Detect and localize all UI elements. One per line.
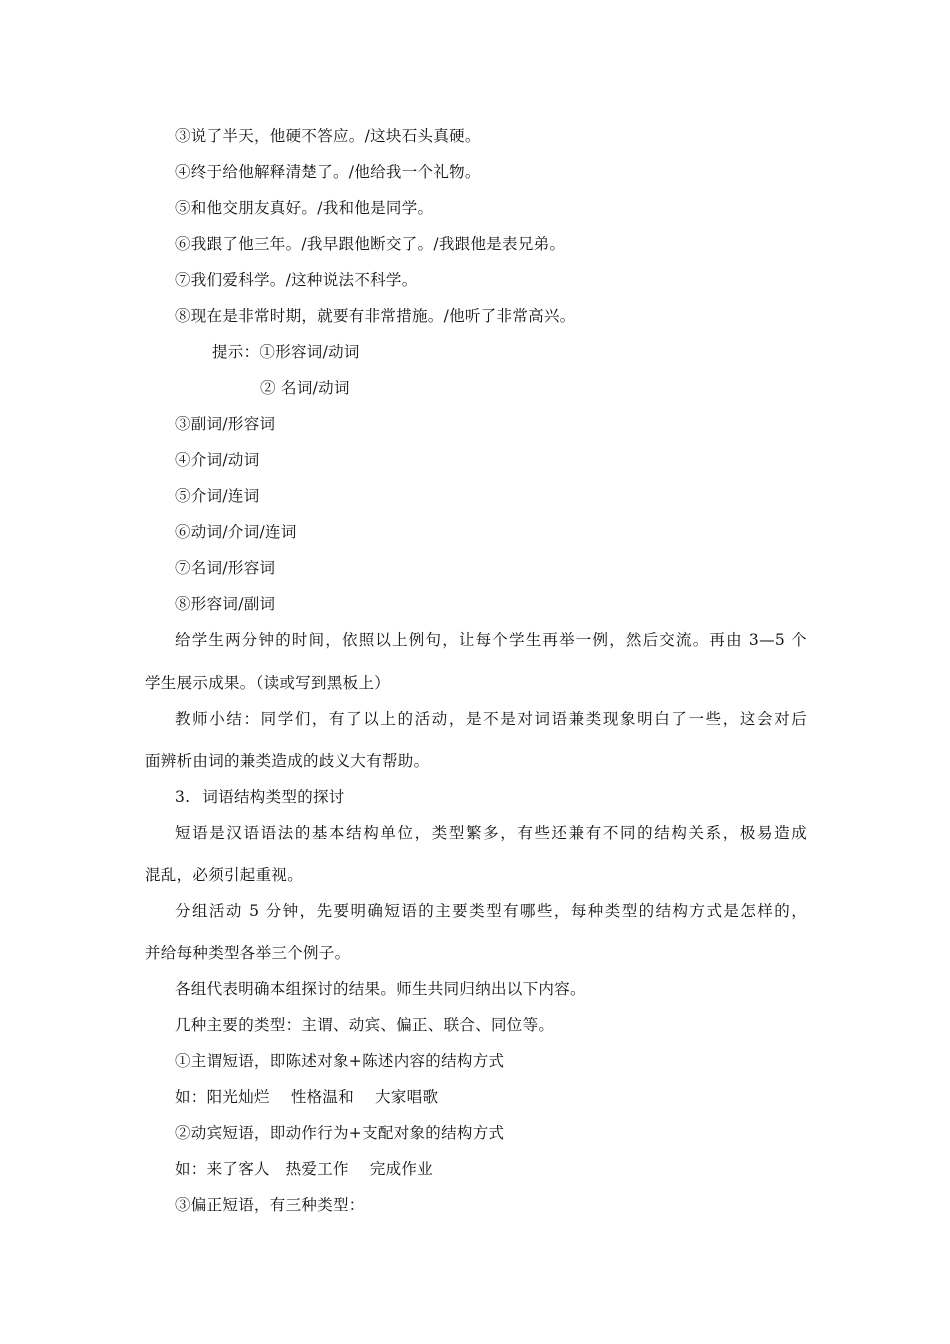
paragraph-group-line-1: 分组活动 5 分钟，先要明确短语的主要类型有哪些，每种类型的结构方式是怎样的， bbox=[175, 902, 807, 920]
example-line-3: ③说了半天，他硬不答应。/这块石头真硬。 bbox=[175, 127, 481, 145]
paragraph-group-line-2: 并给每种类型各举三个例子。 bbox=[145, 944, 351, 962]
hint-line-1: 提示：①形容词/动词 bbox=[212, 343, 360, 361]
hint-line-3: ③副词/形容词 bbox=[175, 415, 276, 433]
hint-line-6: ⑥动词/介词/连词 bbox=[175, 523, 297, 541]
paragraph-activity-line-1: 给学生两分钟的时间，依照以上例句，让每个学生再举一例，然后交流。再由 3—5 个 bbox=[175, 631, 807, 649]
section-number: 3. bbox=[175, 788, 191, 806]
section-title: 词语结构类型的探讨 bbox=[202, 788, 345, 806]
type-subject-predicate: ①主谓短语，即陈述对象+陈述内容的结构方式 bbox=[175, 1052, 505, 1070]
example-verb-object: 如：来了客人 热爱工作 完成作业 bbox=[175, 1160, 434, 1178]
paragraph-summary-line-1: 教师小结：同学们，有了以上的活动，是不是对词语兼类现象明白了一些，这会对后 bbox=[175, 710, 807, 728]
hint-line-4: ④介词/动词 bbox=[175, 451, 260, 469]
example-line-4: ④终于给他解释清楚了。/他给我一个礼物。 bbox=[175, 163, 481, 181]
paragraph-summary-line-2: 面辨析由词的兼类造成的歧义大有帮助。 bbox=[145, 752, 430, 770]
paragraph-phrase-line-1: 短语是汉语语法的基本结构单位，类型繁多，有些还兼有不同的结构关系，极易造成 bbox=[175, 824, 807, 842]
paragraph-result: 各组代表明确本组探讨的结果。师生共同归纳出以下内容。 bbox=[175, 980, 586, 998]
hint-line-5: ⑤介词/连词 bbox=[175, 487, 260, 505]
paragraph-activity-line-2: 学生展示成果。（读或写到黑板上） bbox=[145, 674, 391, 692]
section-heading bbox=[175, 787, 345, 807]
example-subject-predicate: 如：阳光灿烂 性格温和 大家唱歌 bbox=[175, 1088, 439, 1106]
type-modifier-head: ③偏正短语，有三种类型： bbox=[175, 1196, 365, 1214]
type-verb-object: ②动宾短语，即动作行为+支配对象的结构方式 bbox=[175, 1124, 505, 1142]
example-line-7: ⑦我们爱科学。/这种说法不科学。 bbox=[175, 271, 418, 289]
hint-line-8: ⑧形容词/副词 bbox=[175, 595, 276, 613]
example-line-6: ⑥我跟了他三年。/我早跟他断交了。/我跟他是表兄弟。 bbox=[175, 235, 566, 253]
paragraph-phrase-line-2: 混乱，必须引起重视。 bbox=[145, 866, 304, 884]
example-line-8: ⑧现在是非常时期，就要有非常措施。/他听了非常高兴。 bbox=[175, 307, 576, 325]
paragraph-types: 几种主要的类型：主谓、动宾、偏正、联合、同位等。 bbox=[175, 1016, 555, 1034]
example-line-5: ⑤和他交朋友真好。/我和他是同学。 bbox=[175, 199, 434, 217]
hint-line-7: ⑦名词/形容词 bbox=[175, 559, 276, 577]
hint-line-2: ② 名词/动词 bbox=[260, 379, 350, 397]
